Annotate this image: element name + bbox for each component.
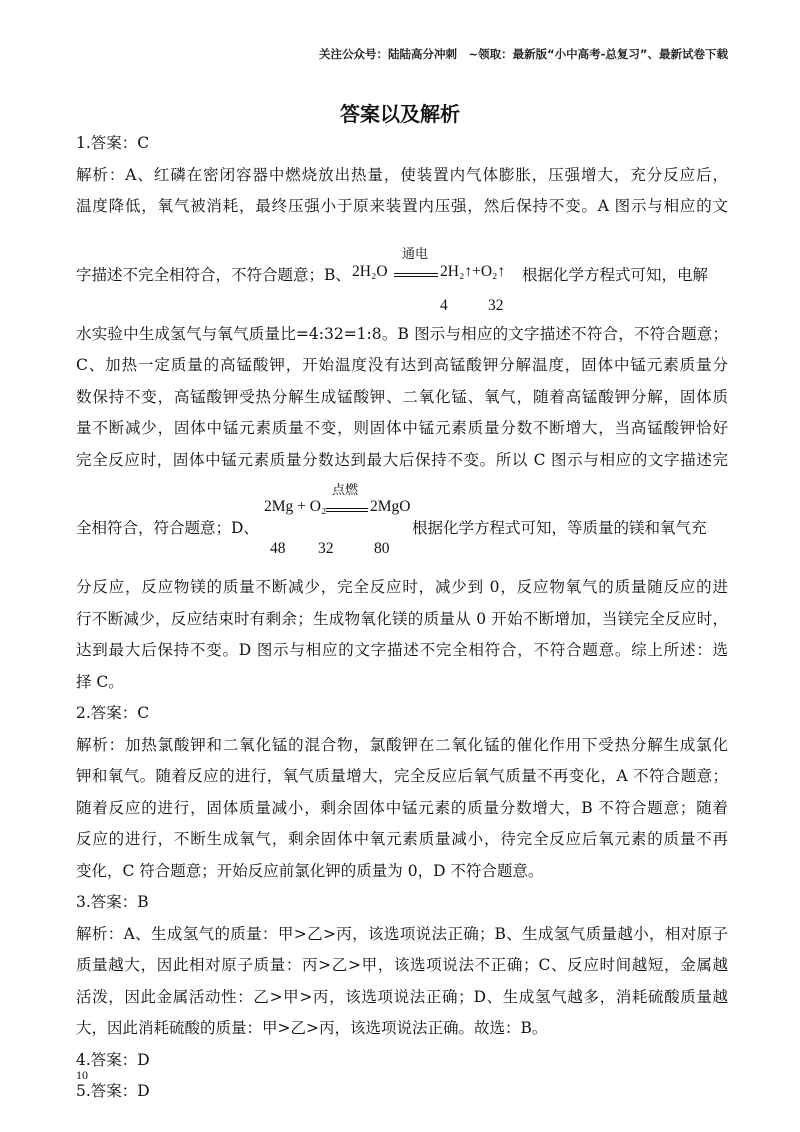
page-title: 答案以及解析 bbox=[340, 102, 460, 126]
page-number: 10 bbox=[76, 1068, 88, 1082]
q1-text: 字描述不完全相符合，不符合题意；B、 bbox=[76, 265, 351, 284]
q3-text: 质量越大，因此相对原子质量：丙>乙>甲，该选项说法不正确；C、反应时间越短，金属越 bbox=[76, 956, 728, 974]
q1-text: 解析：A、红磷在密闭容器中燃烧放出热量，使装置内气体膨胀，压强增大，充分反应后， bbox=[76, 165, 728, 184]
equation-mass: 48 bbox=[270, 540, 286, 557]
equation-right: 2MgO bbox=[370, 498, 411, 515]
equation-mass: 4 bbox=[440, 296, 448, 314]
q3-answer: 3.答案：B bbox=[76, 893, 149, 911]
q1-text: 数保持不变，高锰酸钾受热分解生成锰酸钾、二氧化锰、氧气，随着高锰酸钾分解，固体质 bbox=[76, 387, 728, 406]
q1-text: 全相符合，符合题意；D、 bbox=[76, 519, 259, 537]
q3-text: 解析：A、生成氢气的质量：甲>乙>丙，该选项说法正确；B、生成氢气质量越小，相对原子 bbox=[76, 924, 728, 943]
q1-text: 达到最大后保持不变。D 图示与相应的文字描述不完全相符合，不符合题意。综上所述：选 bbox=[76, 641, 728, 659]
q1-text: 行不断减少，反应结束时有剩余；生成物氧化镁的质量从 0 开始不断增加，当镁完全反应时， bbox=[76, 609, 728, 628]
q1-text: C、加热一定质量的高锰酸钾，开始温度没有达到高锰酸钾分解温度，固体中锰元素质量分 bbox=[76, 356, 728, 374]
q1-text: 量不断减少，固体中锰元素质量不变，则固体中锰元素质量分数不断增大，当高锰酸钾恰好 bbox=[76, 419, 728, 437]
equation-right: 2H₂↑+O₂↑ bbox=[440, 262, 506, 280]
equation-mass: 32 bbox=[488, 296, 504, 314]
equation-left: 2H₂O bbox=[352, 262, 388, 280]
q2-text: 解析：加热氯酸钾和二氧化锰的混合物，氯酸钾在二氧化锰的催化作用下受热分解生成氯化 bbox=[76, 735, 728, 754]
equation-mass: 32 bbox=[318, 540, 334, 557]
q5-answer: 5.答案：D bbox=[76, 1082, 150, 1100]
q1-text: 根据化学方程式可知，等质量的镁和氧气充 bbox=[412, 519, 707, 537]
q1-text: 水实验中生成氢气与氧气质量比=4:32=1:8。B 图示与相应的文字描述不符合，不符合题意； bbox=[76, 324, 728, 343]
equation-condition: 通电 bbox=[402, 246, 429, 262]
q1-equation-row bbox=[76, 476, 728, 572]
q1-text: 温度降低，氧气被消耗，最终压强小于原来装置内压强，然后保持不变。A 图示与相应的文 bbox=[76, 197, 728, 215]
q2-answer: 2.答案：C bbox=[76, 704, 150, 722]
q2-text: 变化，C 符合题意；开始反应前氯化钾的质量为 0，D 不符合题意。 bbox=[76, 861, 544, 880]
q2-text: 反应的进行，不断生成氧气，剩余固体中氧元素质量减小，待完全反应后氧元素的质量不再 bbox=[76, 830, 728, 848]
q1-equation-row bbox=[76, 223, 728, 319]
q1-text: 完全反应时，固体中锰元素质量分数达到最大后保持不变。所以 C 图示与相应的文字描述完 bbox=[76, 450, 728, 469]
equation-condition: 点燃 bbox=[332, 483, 359, 498]
q2-text: 钾和氧气。随着反应的进行，氧气质量增大，完全反应后氧气质量不再变化，A 不符合题意； bbox=[76, 767, 728, 785]
equals-sign bbox=[326, 508, 368, 512]
q1-text: 根据化学方程式可知，电解 bbox=[522, 265, 709, 284]
equation-mass: 80 bbox=[374, 540, 390, 557]
q4-answer: 4.答案：D bbox=[76, 1050, 150, 1069]
q1-text: 择 C。 bbox=[76, 672, 124, 691]
q2-text: 随着反应的进行，固体质量减小，剩余固体中锰元素的质量分数增大，B 不符合题意；随着 bbox=[76, 798, 728, 817]
q1-text: 分反应，反应物镁的质量不断减少，完全反应时，减少到 0，反应物氧气的质量随反应的进 bbox=[76, 578, 728, 596]
q3-text: 大，因此消耗硫酸的质量：甲>乙>丙，该选项说法正确。故选：B。 bbox=[76, 1019, 548, 1037]
page-header: 关注公众号：陆陆高分冲刺 ~领取：最新版“小中高考-总复习”、最新试卷下载 bbox=[318, 47, 728, 61]
equals-sign bbox=[394, 273, 438, 277]
q1-answer: 1.答案：C bbox=[76, 134, 150, 152]
equation-left: 2Mg + O₂ bbox=[264, 498, 327, 515]
q3-text: 活泼，因此金属活动性：乙>甲>丙，该选项说法正确；D、生成氢气越多，消耗硫酸质量越 bbox=[76, 987, 728, 1006]
answer-content bbox=[76, 128, 728, 1108]
